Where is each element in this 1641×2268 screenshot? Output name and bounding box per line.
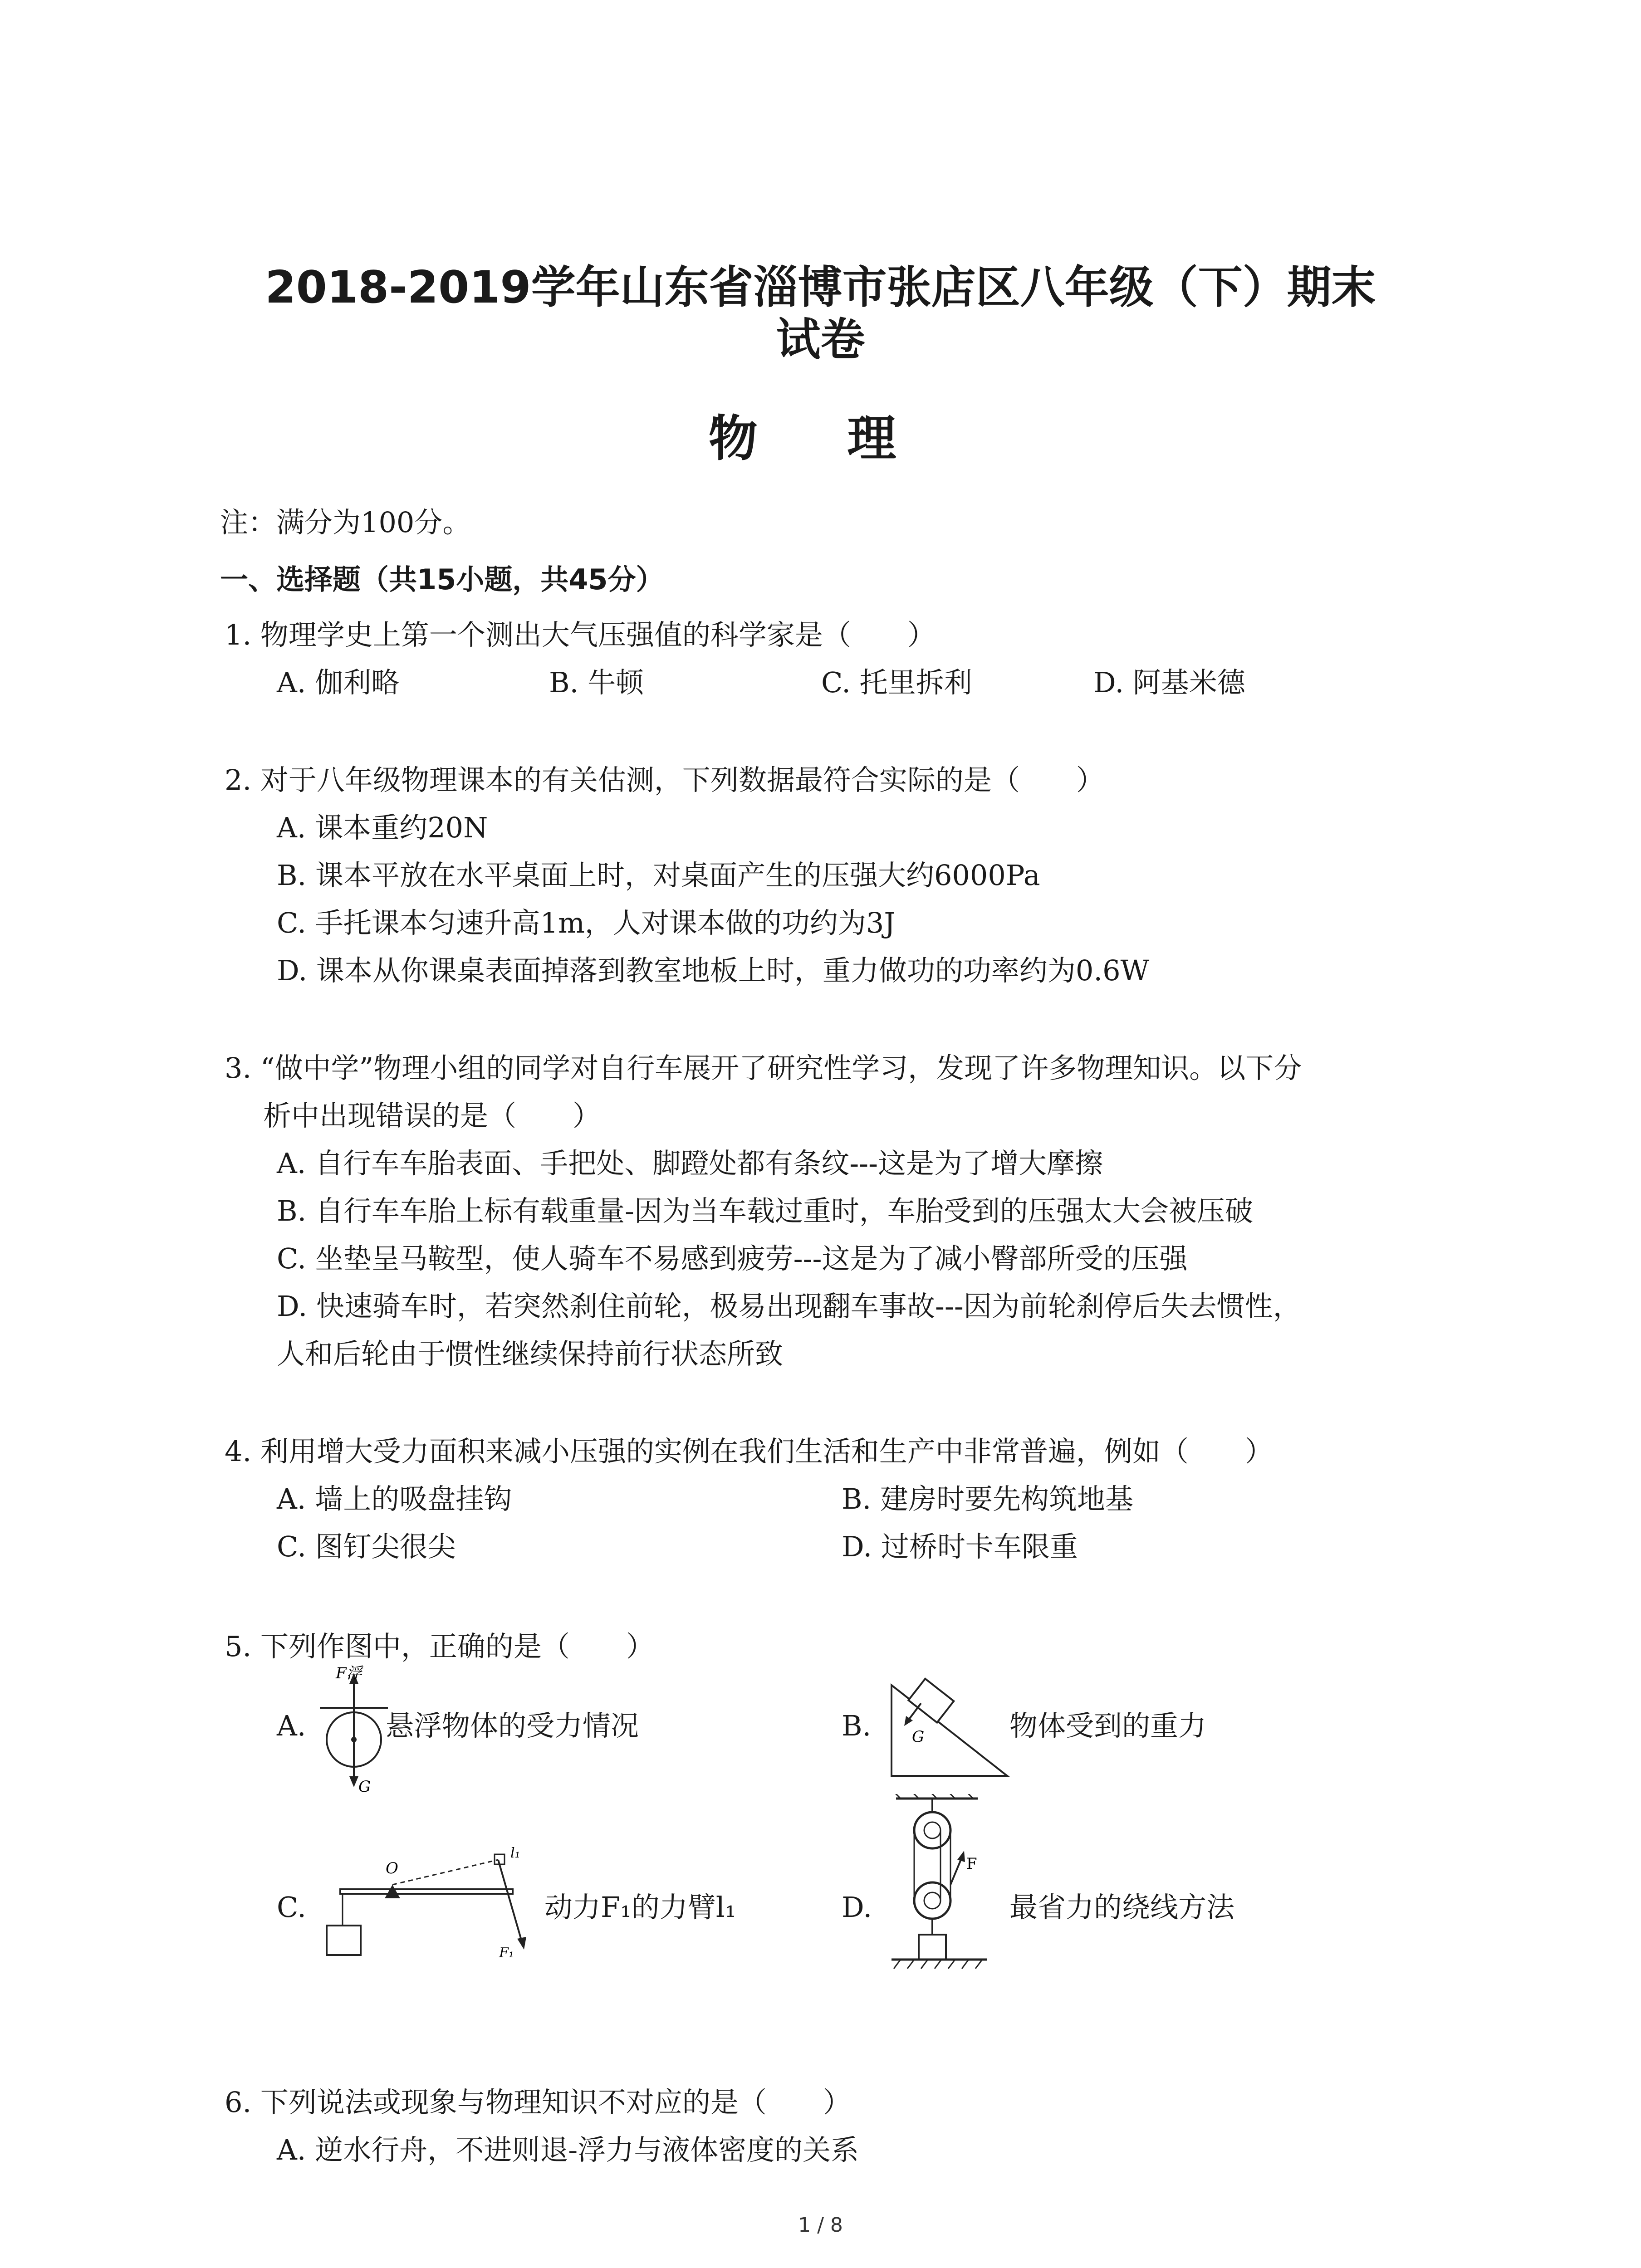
force-f-label: F — [966, 1855, 977, 1873]
question-4-option-d: D. 过桥时卡车限重 — [842, 1530, 1078, 1563]
question-2-stem: 2. 对于八年级物理课本的有关估测，下列数据最符合实际的是（ ） — [225, 763, 1104, 797]
question-4-option-a: A. 墙上的吸盘挂钩 — [277, 1482, 512, 1515]
incline-gravity-figure — [887, 1676, 1014, 1780]
subject-title: 物 理 — [708, 411, 933, 467]
question-2-option-d: D. 课本从你课桌表面掉落到教室地板上时，重力做功的功率约为0.6W — [277, 954, 1150, 987]
question-1-option-d: D. 阿基米德 — [1093, 666, 1245, 699]
lever-figure — [313, 1833, 540, 1964]
question-1-option-b: B. 牛顿 — [549, 666, 644, 699]
exam-title-line2: 试卷 — [776, 314, 865, 366]
fulcrum-label: O — [386, 1859, 398, 1877]
question-4-option-c: C. 图钉尖很尖 — [277, 1530, 456, 1563]
gravity-label-b: G — [912, 1728, 925, 1746]
suspended-object-figure — [313, 1665, 395, 1796]
question-6-stem: 6. 下列说法或现象与物理知识不对应的是（ ） — [225, 2086, 851, 2119]
section-heading: 一、选择题（共15小题，共45分） — [220, 563, 664, 596]
question-2-option-c: C. 手托课本匀速升高1m，人对课本做的功约为3J — [277, 906, 896, 939]
question-2-option-a: A. 课本重约20N — [277, 811, 488, 844]
question-2-option-b: B. 课本平放在水平桌面上时，对桌面产生的压强大约6000Pa — [277, 859, 1040, 892]
question-5-option-c-letter: C. — [277, 1891, 306, 1924]
score-note: 注：满分为100分。 — [220, 506, 471, 539]
question-5-option-a-caption: 悬浮物体的受力情况 — [386, 1709, 639, 1742]
question-3-stem-cont: 析中出现错误的是（ ） — [263, 1099, 601, 1132]
page-number: 1 / 8 — [798, 2214, 843, 2237]
exam-title-line1: 2018-2019学年山东省淄博市张店区八年级（下）期末 — [265, 262, 1376, 313]
question-5-option-d-letter: D. — [842, 1891, 872, 1924]
buoyancy-label: F浮 — [336, 1665, 362, 1682]
question-5-option-b-letter: B. — [842, 1709, 872, 1742]
question-4-option-b: B. 建房时要先构筑地基 — [842, 1482, 1133, 1515]
question-5-option-c-caption: 动力F₁的力臂l₁ — [544, 1891, 736, 1924]
question-5-stem: 5. 下列作图中，正确的是（ ） — [225, 1630, 654, 1663]
question-4-stem: 4. 利用增大受力面积来减小压强的实例在我们生活和生产中非常普遍，例如（ ） — [225, 1435, 1273, 1468]
question-3-option-a: A. 自行车车胎表面、手把处、脚蹬处都有条纹---这是为了增大摩擦 — [277, 1147, 1103, 1180]
question-3-stem: 3. “做中学”物理小组的同学对自行车展开了研究性学习，发现了许多物理知识。以下分 — [225, 1051, 1302, 1085]
gravity-label-a: G — [358, 1778, 371, 1796]
force-f1-label: F₁ — [499, 1945, 514, 1961]
pulley-system-figure — [887, 1794, 996, 2016]
question-6-option-a: A. 逆水行舟，不进则退-浮力与液体密度的关系 — [277, 2133, 859, 2166]
question-5-option-b-caption: 物体受到的重力 — [1009, 1709, 1207, 1742]
question-1-option-c: C. 托里拆利 — [821, 666, 972, 699]
question-1-stem: 1. 物理学史上第一个测出大气压强值的科学家是（ ） — [225, 618, 936, 651]
question-3-option-b: B. 自行车车胎上标有载重量-因为当车载过重时，车胎受到的压强太大会被压破 — [277, 1194, 1253, 1227]
question-3-option-d: D. 快速骑车时，若突然刹住前轮，极易出现翻车事故---因为前轮刹停后失去惯性， — [277, 1290, 1301, 1323]
question-3-option-d-cont: 人和后轮由于惯性继续保持前行状态所致 — [277, 1337, 784, 1370]
question-5-option-a-letter: A. — [277, 1709, 306, 1742]
question-1-option-a: A. 伽利略 — [277, 666, 400, 699]
question-3-option-c: C. 坐垫呈马鞍型，使人骑车不易感到疲劳---这是为了减小臀部所受的压强 — [277, 1242, 1188, 1275]
lever-arm-label: l₁ — [510, 1845, 520, 1861]
question-5-option-d-caption: 最省力的绕线方法 — [1009, 1891, 1235, 1924]
